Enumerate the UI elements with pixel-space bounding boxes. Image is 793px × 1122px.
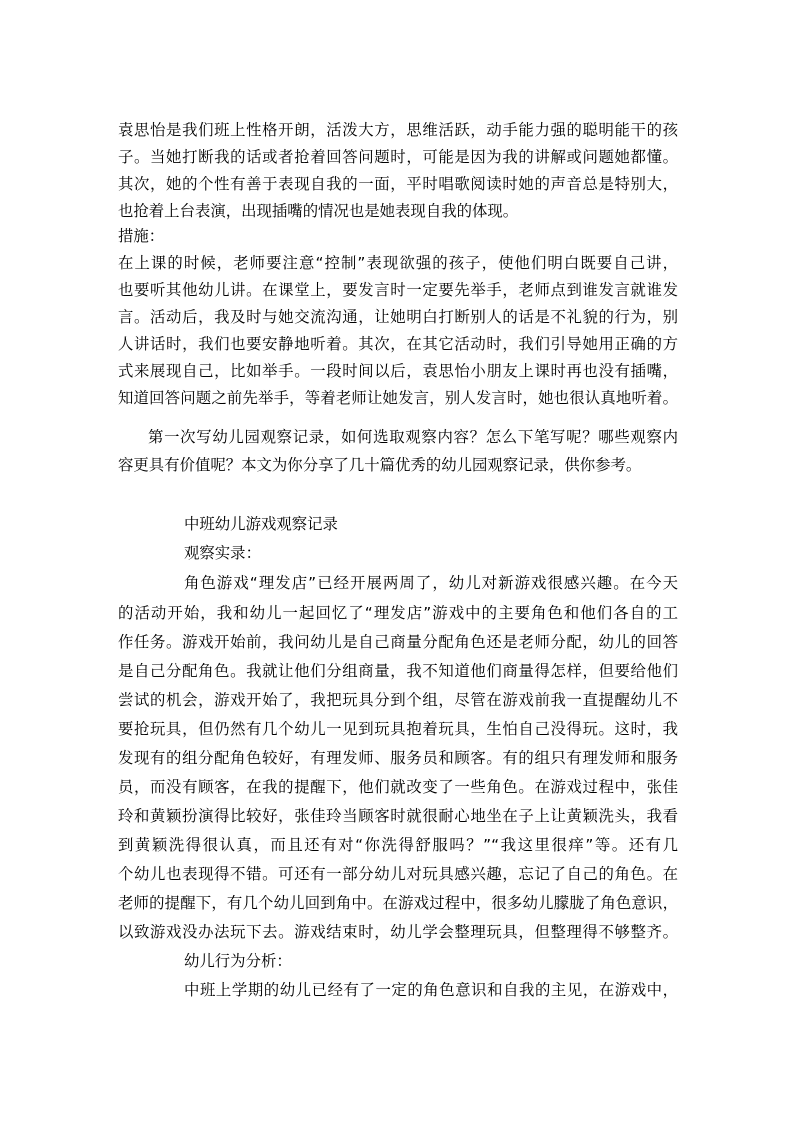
article-title: 中班幼儿游戏观察记录: [184, 515, 338, 533]
paragraph-line: 子。当她打断我的话或者抢着回答问题时，可能是因为我的讲解或问题她都懂。: [118, 148, 678, 166]
paragraph-line: 要抢玩具，但仍然有几个幼儿一见到玩具抱着玩具，生怕自己没得玩。这时，我: [118, 720, 678, 738]
paragraph-line: 以致游戏没办法玩下去。游戏结束时，幼儿学会整理玩具，但整理得不够整齐。: [118, 923, 678, 941]
paragraph-line: 尝试的机会，游戏开始了，我把玩具分到个组，尽管在游戏前我一直提醒幼儿不: [118, 691, 678, 709]
paragraph-line: 到黄颖洗得很认真，而且还有对“你洗得舒服吗？”“我这里很痒”等。还有几: [118, 836, 678, 854]
paragraph-line: 知道回答问题之前先举手，等着老师让她发言，别人发言时，她也很认真地听着。: [118, 389, 678, 407]
paragraph-line: 第一次写幼儿园观察记录，如何选取观察内容？怎么下笔写呢？哪些观察内: [148, 428, 678, 446]
paragraph-line: 玲和黄颖扮演得比较好，张佳玲当顾客时就很耐心地坐在子上让黄颖洗头，我看: [118, 807, 678, 825]
section-heading: 幼儿行为分析：: [184, 952, 292, 970]
paragraph-line: 角色游戏“理发店”已经开展两周了，幼儿对新游戏很感兴趣。在今天: [184, 574, 678, 592]
paragraph-line: 是自己分配角色。我就让他们分组商量，我不知道他们商量得怎样，但要给他们: [118, 662, 678, 680]
paragraph-line: 也抢着上台表演，出现插嘴的情况也是她表现自我的体现。: [118, 202, 519, 220]
section-heading: 观察实录：: [184, 544, 261, 562]
paragraph-line: 其次，她的个性有善于表现自我的一面，平时唱歌阅读时她的声音总是特别大，: [118, 175, 678, 193]
paragraph-line: 作任务。游戏开始前，我问幼儿是自己商量分配角色还是老师分配，幼儿的回答: [118, 633, 678, 651]
paragraph-line: 人讲话时，我们也要安静地听着。其次，在其它活动时，我们引导她用正确的方: [118, 335, 678, 353]
paragraph-line: 也要听其他幼儿讲。在课堂上，要发言时一定要先举手，老师点到谁发言就谁发: [118, 281, 678, 299]
paragraph-line: 的活动开始，我和幼儿一起回忆了“理发店”游戏中的主要角色和他们各自的工: [118, 604, 678, 622]
paragraph-line: 发现有的组分配角色较好，有理发师、服务员和顾客。有的组只有理发师和服务: [118, 749, 678, 767]
paragraph-line: 言。活动后，我及时与她交流沟通，让她明白打断别人的话是不礼貌的行为，别: [118, 308, 678, 326]
paragraph-line: 容更具有价值呢？本文为你分享了几十篇优秀的幼儿园观察记录，供你参考。: [118, 456, 642, 474]
section-heading: 措施：: [118, 227, 165, 245]
paragraph-line: 老师的提醒下，有几个幼儿回到角中。在游戏过程中，很多幼儿朦胧了角色意识，: [118, 894, 678, 912]
paragraph-line: 个幼儿也表现得不错。可还有一部分幼儿对玩具感兴趣，忘记了自己的角色。在: [118, 865, 678, 883]
paragraph-line: 式来展现自己，比如举手。一段时间以后，袁思怡小朋友上课时再也没有插嘴，: [118, 362, 678, 380]
paragraph-line: 中班上学期的幼儿已经有了一定的角色意识和自我的主见，在游戏中，: [184, 981, 678, 999]
paragraph-line: 员，而没有顾客，在我的提醒下，他们就改变了一些角色。在游戏过程中，张佳: [118, 778, 678, 796]
paragraph-line: 袁思怡是我们班上性格开朗，活泼大方，思维活跃，动手能力强的聪明能干的孩: [118, 121, 678, 139]
paragraph-line: 在上课的时候，老师要注意“控制”表现欲强的孩子，使他们明白既要自己讲，: [118, 254, 678, 272]
